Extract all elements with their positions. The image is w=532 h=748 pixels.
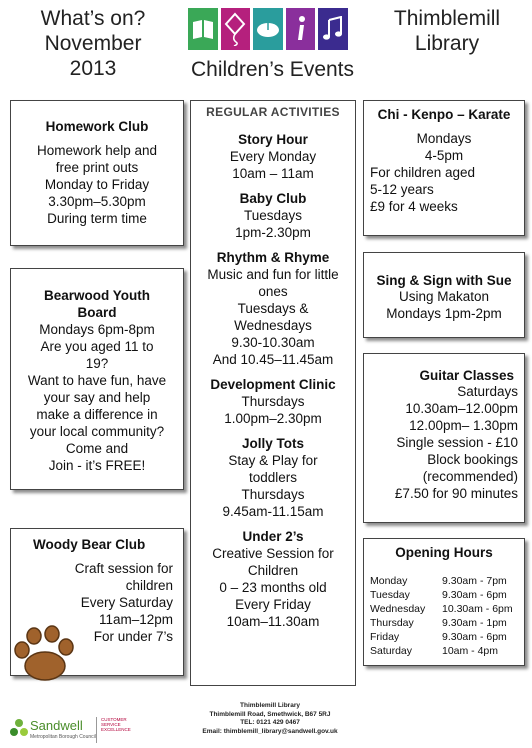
activity-line: Every Monday: [229, 149, 317, 164]
paw-print-icon: [12, 622, 76, 689]
text-line: During term time: [47, 211, 147, 226]
hours-time: 9.30am - 6pm: [442, 631, 507, 643]
hours-day: Monday: [370, 575, 408, 587]
footer-line: TEL: 0121 429 0467: [240, 719, 300, 726]
activity-line: Stay & Play for: [228, 453, 318, 468]
text-line: free print outs: [55, 160, 139, 175]
text-line: Join - it’s FREE!: [48, 458, 146, 473]
activity-line: Children: [247, 563, 299, 578]
title-line: Bearwood Youth: [43, 288, 150, 303]
activity-title: Development Clinic: [210, 377, 336, 392]
sandwell-logo-icon: [10, 718, 28, 745]
text-line: your local community?: [29, 424, 165, 439]
header-right-line: Library: [414, 32, 480, 55]
guitar-title: Guitar Classes: [419, 368, 514, 383]
text-line: Single session - £10: [396, 435, 518, 450]
hours-time: 9.30am - 6pm: [442, 589, 507, 601]
hours-row: [370, 602, 524, 616]
activity-line: 9.45am-11.15am: [222, 504, 324, 519]
activity-line: ones: [258, 284, 288, 299]
activity-line: Thursdays: [241, 487, 305, 502]
header-left-line: What’s on?: [40, 7, 146, 30]
hours-day: Friday: [370, 631, 400, 643]
text-line: Homework help and: [36, 143, 158, 158]
text-line: Mondays 1pm-2pm: [386, 306, 502, 321]
header-left-line: 2013: [69, 57, 117, 80]
opening-hours-title: Opening Hours: [395, 545, 493, 560]
homework-club-details: [11, 142, 183, 227]
text-line: 4-5pm: [424, 148, 464, 163]
activity-line: And 10.45–11.45am: [212, 352, 334, 367]
text-line: For children aged: [370, 165, 476, 180]
woody-bear-title: Woody Bear Club: [33, 537, 146, 552]
text-line: 12.00pm– 1.30pm: [409, 418, 518, 433]
hours-row: [370, 574, 524, 588]
activity-line: Thursdays: [241, 394, 305, 409]
hours-row: [370, 616, 524, 630]
customer-service-badge: CUSTOMER SERVICE EXCELLENCE: [96, 717, 137, 743]
hours-row: [370, 588, 524, 602]
text-line: 5-12 years: [370, 182, 434, 197]
text-line: 11am–12pm: [98, 612, 173, 627]
activity-title: Rhythm & Rhyme: [216, 250, 330, 265]
activity-line: 1pm-2.30pm: [235, 225, 311, 240]
text-line: children: [125, 578, 173, 593]
activity-line: Creative Session for: [212, 546, 334, 561]
text-line: £7.50 for 90 minutes: [394, 486, 518, 501]
hours-day: Saturday: [370, 645, 413, 657]
karate-details: [364, 164, 524, 215]
header-left: [18, 6, 168, 81]
text-line: (recommended): [422, 469, 518, 484]
hours-time: 9.30am - 1pm: [442, 617, 507, 629]
library-contact-footer: [160, 702, 380, 736]
mouse-icon: [253, 8, 283, 50]
header-right: [372, 6, 522, 56]
book-icon: [188, 8, 218, 50]
info-icon: [286, 8, 316, 50]
bearwood-title: [11, 287, 183, 321]
activity-title: Jolly Tots: [241, 436, 304, 451]
sing-sign-details: [364, 288, 524, 322]
hours-time: 10.30am - 6pm: [442, 603, 513, 615]
text-line: Come and: [65, 441, 129, 456]
hours-day: Thursday: [370, 617, 414, 629]
hours-row: [370, 630, 524, 644]
text-line: make a difference in: [36, 407, 158, 422]
footer-line: Thimblemill Road, Smethwick, B67 5RJ: [209, 710, 331, 718]
guitar-classes-box: [363, 353, 525, 523]
text-line: £9 for 4 weeks: [370, 199, 458, 214]
sandwell-logo: [10, 714, 160, 746]
footer-line: Email: thimblemill_library@sandwell.gov.uk: [202, 727, 338, 735]
regular-activities-heading: REGULAR ACTIVITIES: [206, 105, 340, 119]
text-line: Saturdays: [457, 384, 518, 399]
activity-line: Tuesdays: [243, 208, 303, 223]
bearwood-details: [11, 321, 183, 474]
activity-line: 10am–11.30am: [226, 614, 320, 629]
activity-line: toddlers: [248, 470, 298, 485]
page-title: Children’s Events: [190, 58, 355, 81]
header-left-line: November: [44, 32, 142, 55]
text-line: Mondays 6pm-8pm: [39, 322, 155, 337]
text-line: 10.30am–12.00pm: [405, 401, 518, 416]
activity-line: Every Friday: [235, 597, 311, 612]
text-line: Want to have fun, have: [27, 373, 167, 388]
karate-times: [364, 130, 524, 164]
regular-activities-panel: [190, 100, 356, 686]
karate-title: Chi - Kenpo – Karate: [377, 107, 511, 122]
activity-title: Story Hour: [238, 132, 308, 147]
sandwell-logo-subtext: Metropolitan Borough Council: [30, 734, 96, 740]
text-line: 19?: [85, 356, 109, 371]
activity-line: 1.00pm–2.30pm: [224, 411, 322, 426]
activity-line: 9.30-10.30am: [231, 335, 315, 350]
homework-club-box: [10, 100, 184, 246]
activity-line: Music and fun for little: [207, 267, 339, 282]
activity-line: 10am – 11am: [232, 166, 314, 181]
bearwood-youth-board-box: [10, 268, 184, 490]
karate-box: [363, 100, 525, 236]
guitar-details: [364, 383, 524, 502]
music-notes-icon: [318, 8, 348, 50]
hours-time: 9.30am - 7pm: [442, 575, 507, 587]
text-line: Mondays: [416, 131, 472, 146]
hours-day: Tuesday: [370, 589, 410, 601]
text-line: 3.30pm–5.30pm: [48, 194, 146, 209]
sing-sign-title: Sing & Sign with Sue: [376, 273, 512, 288]
activity-title: Under 2’s: [242, 529, 304, 544]
kite-icon: [221, 8, 251, 50]
text-line: Are you aged 11 to: [40, 339, 154, 354]
text-line: Monday to Friday: [44, 177, 150, 192]
activity-line: 0 – 23 months old: [219, 580, 327, 595]
text-line: Every Saturday: [80, 595, 173, 610]
text-line: your say and help: [43, 390, 151, 405]
text-line: For under 7’s: [93, 629, 173, 644]
hours-day: Wednesday: [370, 603, 426, 615]
text-line: Craft session for: [74, 561, 173, 576]
activity-line: Wednesdays: [234, 318, 312, 333]
text-line: Block bookings: [427, 452, 518, 467]
text-line: Using Makaton: [398, 289, 490, 304]
header-icon-strip: [188, 8, 348, 52]
opening-hours-box: [363, 538, 525, 666]
hours-row: [370, 644, 524, 658]
footer-line: Thimblemill Library: [240, 702, 300, 709]
header-right-line: Thimblemill: [393, 7, 501, 30]
hours-time: 10am - 4pm: [442, 645, 499, 657]
activity-line: Tuesdays &: [237, 301, 309, 316]
opening-hours-table: [364, 574, 524, 658]
sandwell-logo-text: Sandwell: [30, 718, 83, 733]
sing-and-sign-box: [363, 252, 525, 338]
homework-club-title: Homework Club: [45, 119, 149, 134]
activity-title: Baby Club: [239, 191, 307, 206]
title-line: Board: [77, 305, 117, 320]
